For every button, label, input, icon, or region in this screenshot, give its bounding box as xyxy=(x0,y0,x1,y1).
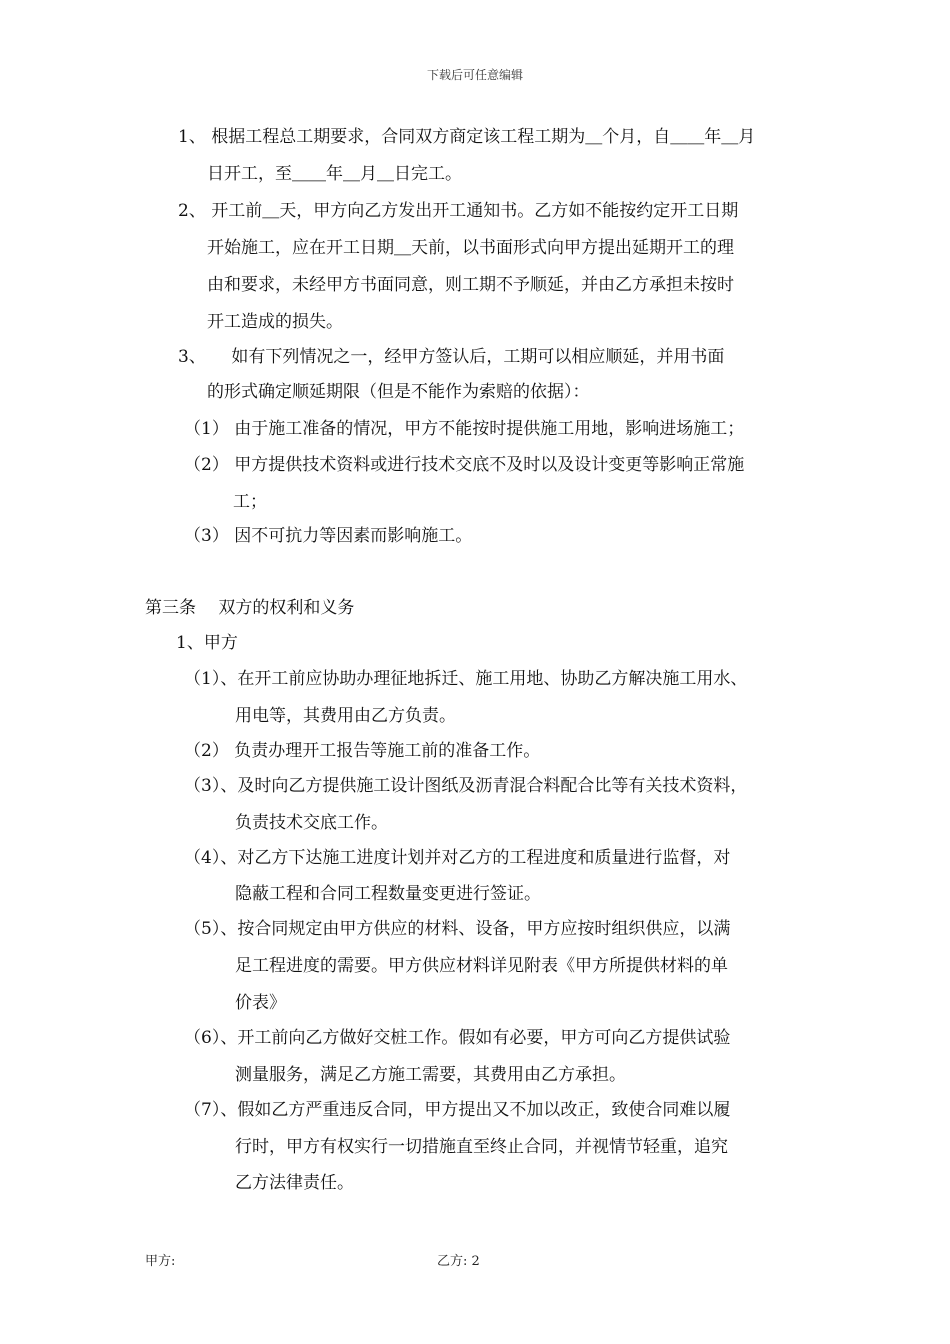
clause-3-item-3: （3） 因不可抗力等因素而影响施工。 xyxy=(184,526,473,546)
party-a-item-4-line-1: （4）、对乙方下达施工进度计划并对乙方的工程进度和质量进行监督，对 xyxy=(184,848,731,868)
clause-1-line-2: 日开工，至＿＿年＿月＿日完工。 xyxy=(207,164,462,184)
clause-2-line-3: 由和要求，未经甲方书面同意，则工期不予顺延，并由乙方承担未按时 xyxy=(207,275,734,295)
subsection-heading: 1、甲方 xyxy=(176,633,238,653)
party-a-item-1-line-2: 用电等，其费用由乙方负责。 xyxy=(235,706,456,726)
party-a-item-3-line-1: （3）、及时向乙方提供施工设计图纸及沥青混合料配合比等有关技术资料， xyxy=(184,776,748,796)
party-a-item-7-line-3: 乙方法律责任。 xyxy=(235,1173,354,1193)
clause-2-line-2: 开始施工，应在开工日期＿天前，以书面形式向甲方提出延期开工的理 xyxy=(207,238,734,258)
page-header: 下载后可任意编辑 xyxy=(426,68,523,82)
party-a-item-5-line-2: 足工程进度的需要。甲方供应材料详见附表《甲方所提供材料的单 xyxy=(235,956,728,976)
party-a-item-7-line-1: （7）、假如乙方严重违反合同，甲方提出又不加以改正，致使合同难以履 xyxy=(184,1100,731,1120)
party-a-item-2: （2） 负责办理开工报告等施工前的准备工作。 xyxy=(184,741,541,761)
clause-3-line-1: 3、 如有下列情况之一，经甲方签认后，工期可以相应顺延，并用书面 xyxy=(178,347,725,367)
clause-3-item-1: （1） 由于施工准备的情况，甲方不能按时提供施工用地，影响进场施工； xyxy=(184,419,745,439)
party-a-item-6-line-2: 测量服务，满足乙方施工需要，其费用由乙方承担。 xyxy=(235,1065,626,1085)
clause-2-line-1: 2、 开工前＿天，甲方向乙方发出开工通知书。乙方如不能按约定开工日期 xyxy=(178,201,739,221)
clause-1-line-1: 1、 根据工程总工期要求，合同双方商定该工程工期为＿个月，自＿＿年＿月 xyxy=(178,127,756,147)
party-a-item-4-line-2: 隐蔽工程和合同工程数量变更进行签证。 xyxy=(235,884,541,904)
party-a-item-6-line-1: （6）、开工前向乙方做好交桩工作。假如有必要，甲方可向乙方提供试验 xyxy=(184,1028,731,1048)
party-a-item-5-line-3: 价表》 xyxy=(235,993,286,1013)
party-a-item-5-line-1: （5）、按合同规定由甲方供应的材料、设备，甲方应按时组织供应，以满 xyxy=(184,919,731,939)
party-a-item-7-line-2: 行时，甲方有权实行一切措施直至终止合同，并视情节轻重，追究 xyxy=(235,1137,728,1157)
section-heading: 第三条 双方的权利和义务 xyxy=(145,598,355,618)
clause-2-line-4: 开工造成的损失。 xyxy=(207,312,343,332)
party-a-item-1-line-1: （1）、在开工前应协助办理征地拆迁、施工用地、协助乙方解决施工用水、 xyxy=(184,669,748,689)
clause-3-item-2-line-1: （2） 甲方提供技术资料或进行技术交底不及时以及设计变更等影响正常施 xyxy=(184,455,745,475)
party-a-item-3-line-2: 负责技术交底工作。 xyxy=(235,813,388,833)
footer-party-b-page: 乙方: 2 xyxy=(437,1254,480,1269)
footer-party-a: 甲方: xyxy=(145,1254,176,1269)
clause-3-item-2-line-2: 工； xyxy=(233,492,267,512)
clause-3-line-2: 的形式确定顺延期限（但是不能作为索赔的依据）： xyxy=(207,382,590,402)
